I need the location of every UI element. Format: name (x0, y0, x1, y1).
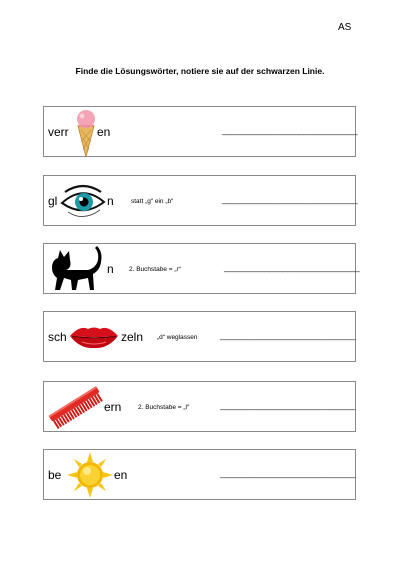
puzzle-row-6 (43, 449, 356, 500)
word-suffix: n (107, 194, 114, 208)
red-comb-icon (46, 384, 106, 430)
black-cat-icon (46, 244, 104, 294)
puzzle-row-1 (43, 106, 356, 157)
word-suffix: en (97, 125, 111, 139)
hint-text: 2. Buchstabe = „l“ (138, 404, 190, 411)
word-prefix: gl (48, 194, 58, 208)
word-suffix: zeln (121, 330, 144, 344)
hint-text: „d“ weglassen (157, 334, 198, 341)
word-suffix: n (107, 262, 114, 276)
word-suffix: en (114, 468, 128, 482)
red-lips-icon (68, 324, 120, 350)
instruction-text: Finde die Lösungswörter, notiere sie auf der schwarzen Linie. (75, 66, 325, 76)
hint-text: statt „g“ ein „b“ (131, 198, 174, 205)
ice-cream-cone-icon (72, 108, 100, 158)
word-suffix: ern (104, 400, 122, 414)
word-prefix: be (48, 468, 62, 482)
eye-icon (60, 178, 106, 224)
word-prefix: verr (48, 125, 69, 139)
author-initials: AS (338, 22, 352, 33)
hint-text: 2. Buchstabe = „r“ (129, 266, 181, 273)
answer-line[interactable]: ______________________________ (222, 125, 358, 135)
answer-line[interactable]: ______________________________ (224, 262, 360, 272)
answer-line[interactable]: ______________________________ (220, 468, 356, 478)
sun-icon (66, 451, 114, 499)
puzzle-row-2 (43, 175, 356, 226)
puzzle-row-4 (43, 311, 356, 362)
puzzle-row-5 (43, 381, 356, 432)
answer-line[interactable]: ______________________________ (220, 400, 356, 410)
word-prefix: sch (48, 330, 67, 344)
answer-line[interactable]: ______________________________ (220, 330, 356, 340)
puzzle-row-3 (43, 243, 360, 294)
answer-line[interactable]: ______________________________ (222, 194, 358, 204)
